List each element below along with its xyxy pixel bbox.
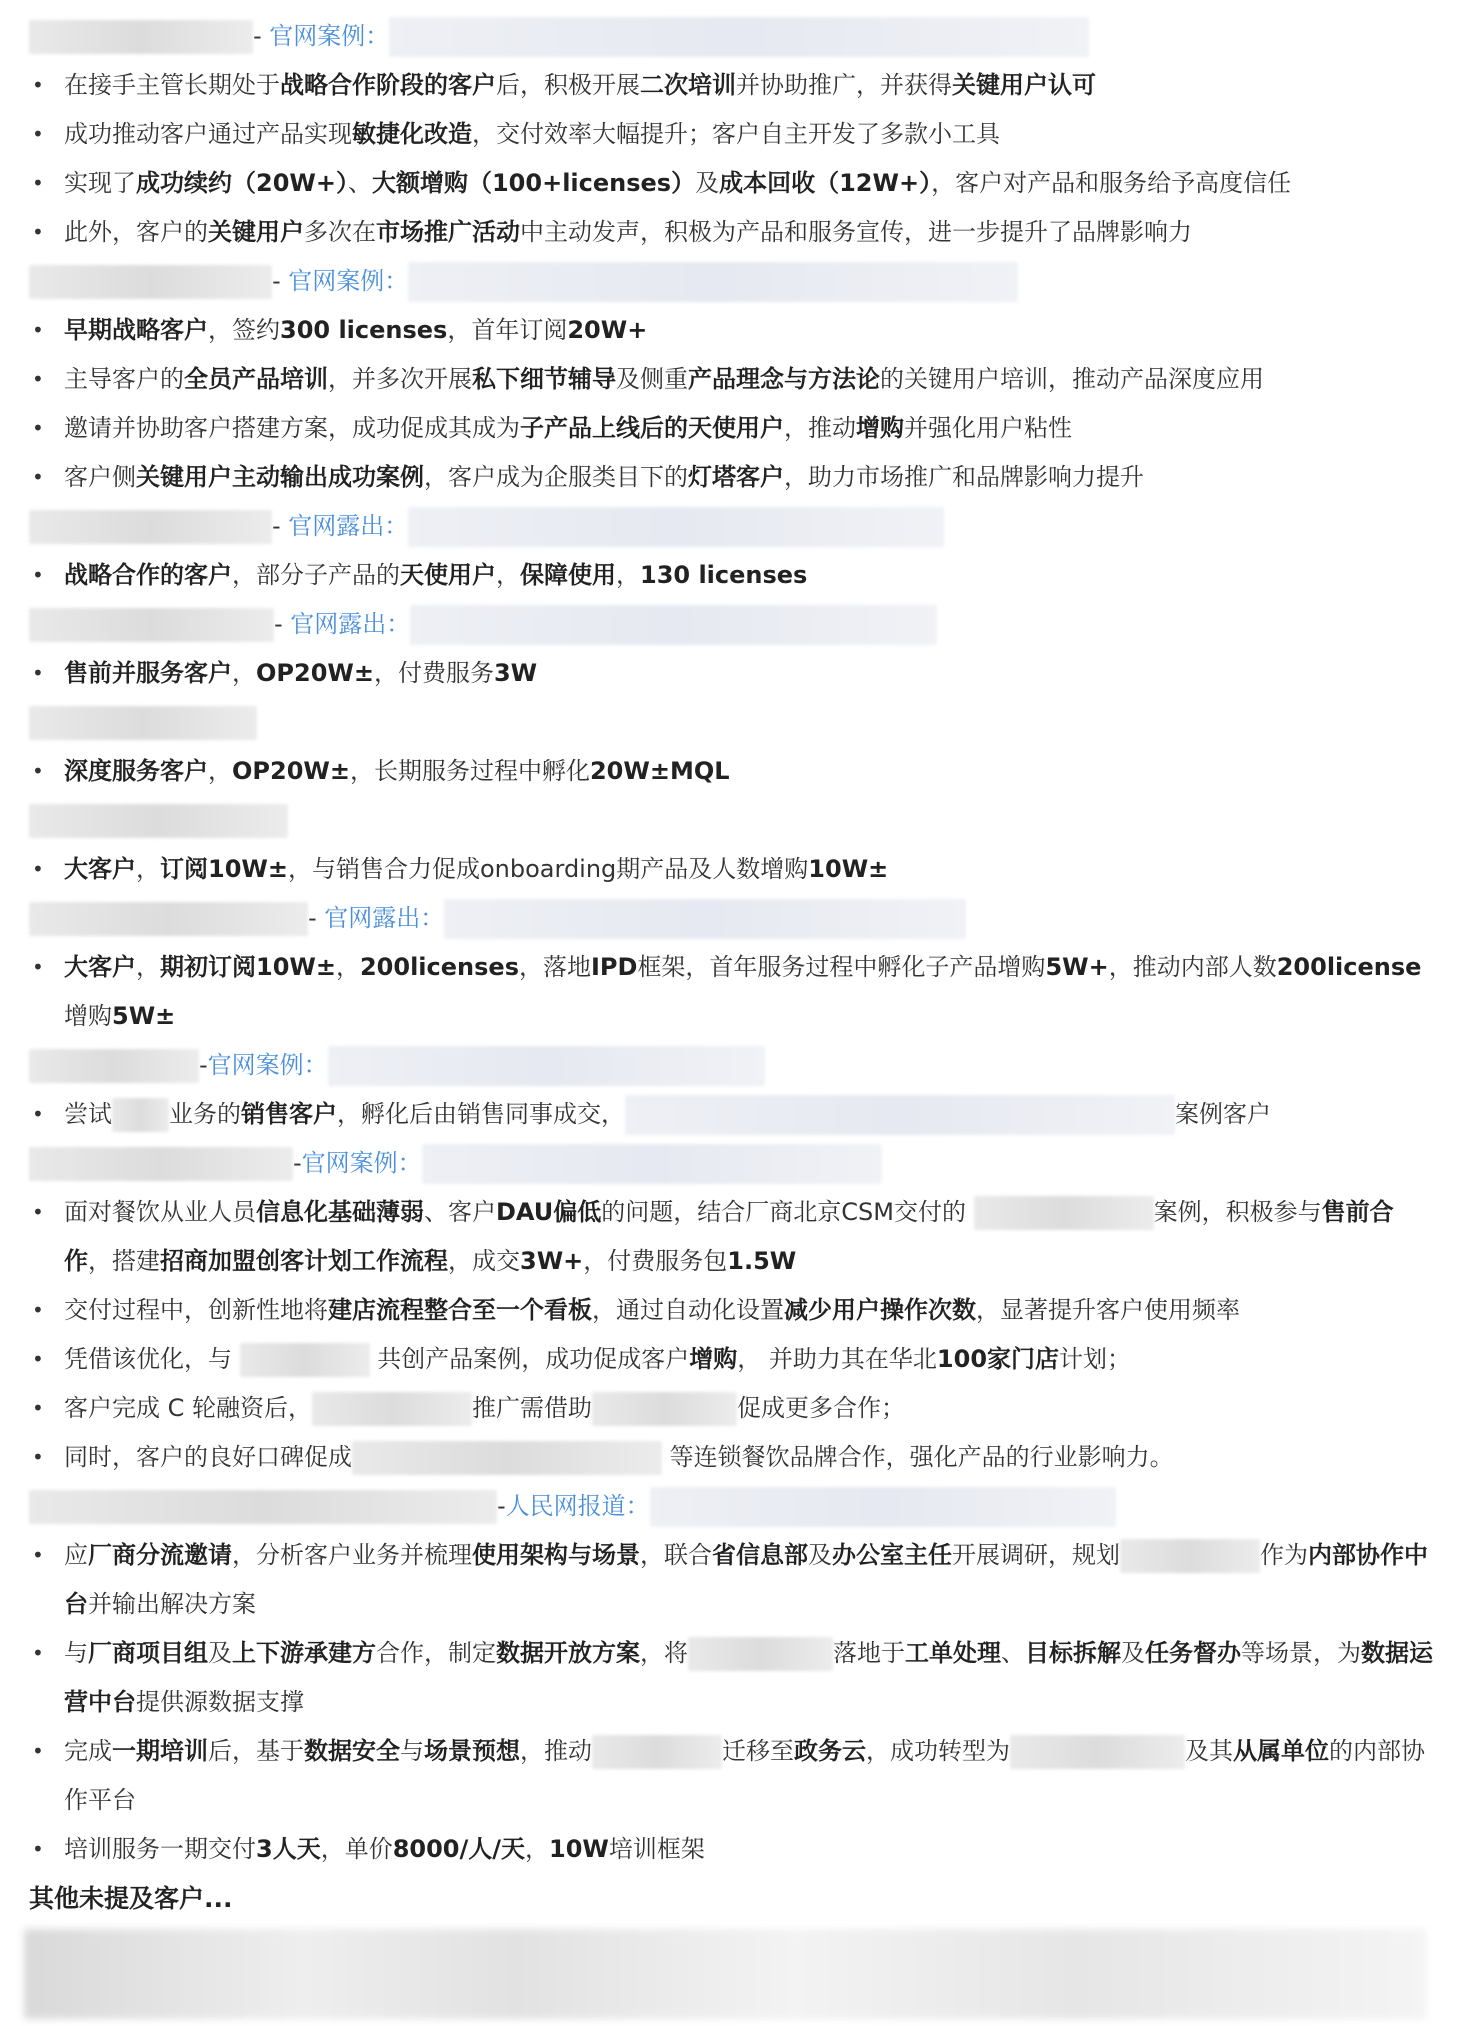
highlight-text: 减少用户操作次数 [784,1296,976,1324]
highlight-text: 内部协作中台 [64,1541,1428,1618]
bullet-icon: • [32,1739,44,1763]
bullet-icon: • [32,563,44,587]
text: ， 并助力其在华北 [737,1345,937,1373]
customer-header [0,1041,1440,1090]
separator: - [199,1051,208,1079]
redacted-text [352,1441,662,1475]
text: 并输出解决方案 [88,1590,256,1618]
text: 计划； [1059,1345,1132,1373]
text: 、 [1001,1639,1025,1667]
text: 等场景，为 [1241,1639,1361,1667]
redacted-customer-name [29,804,288,838]
text: ， [525,1835,550,1863]
customer-header [0,600,1440,649]
highlight-text: 数据开放方案 [496,1639,640,1667]
list-item [0,208,1440,257]
list-item [0,1727,1440,1825]
separator: - [497,1492,506,1520]
highlight-text: 信息化基础薄弱 [256,1198,424,1226]
text: 等连锁餐饮品牌合作，强化产品的行业影响力。 [662,1443,1174,1471]
bullet-icon: • [32,1200,44,1224]
separator: - [272,512,289,540]
highlight-text: 上下游承建方 [232,1639,376,1667]
list-item [0,306,1440,355]
customer-header [0,698,1440,747]
text: ，签约 [208,316,280,344]
redacted-text [592,1735,722,1769]
text: ，成交 [448,1247,520,1275]
reference-link[interactable]: 官网露出： [324,904,445,932]
text: 案例客户 [1175,1100,1271,1128]
highlight-text: 私下细节辅导 [472,365,616,393]
text: ，交付效率大幅提升；客户自主开发了多款小工具 [472,120,1000,148]
text: 交付过程中，创新性地将 [64,1296,328,1324]
list-item [0,1825,1440,1874]
text: ，分析客户业务并梳理 [232,1541,472,1569]
customer-header [0,502,1440,551]
highlight-text: 子产品上线后的天使用户 [520,414,784,442]
text: 及 [208,1639,232,1667]
text: 邀请并协助客户搭建方案，成功促成其成为 [64,414,520,442]
highlight-text: 任务督办 [1145,1639,1241,1667]
highlight-text: 5W± [112,1002,176,1030]
text: 的问题，结合厂商北京CSM交付的 [601,1198,974,1226]
highlight-text: 数据安全 [304,1737,400,1765]
highlight-text: 售前合作 [64,1198,1394,1275]
highlight-text: 300 licenses [280,316,448,344]
text: ，落地 [518,953,591,981]
reference-link[interactable]: 官网案例： [301,1149,422,1177]
highlight-text: 销售客户 [241,1100,337,1128]
list-item [0,355,1440,404]
list-item [0,61,1440,110]
redacted-text [312,1392,472,1426]
text: 尝试 [64,1100,112,1128]
text: 、 [347,169,372,197]
highlight-text: 办公室主任 [832,1541,952,1569]
list-item [0,845,1440,894]
text: 开展调研，规划 [952,1541,1120,1569]
text: 促成更多合作； [737,1394,906,1422]
text: ，推动 [520,1737,592,1765]
highlight-text: 20W+ [567,316,648,344]
highlight-text: 灯塔客户 [688,463,784,491]
text: 的关键用户培训，推动产品深度应用 [880,365,1264,393]
highlight-text: 使用架构与场景 [472,1541,640,1569]
list-item [0,1188,1440,1286]
redacted-text [1010,1735,1185,1769]
text: 客户侧 [64,463,136,491]
bullet-icon: • [32,1837,44,1861]
text: 并强化用户粘性 [904,414,1072,442]
list-item [0,159,1440,208]
text: ，与销售合力促成onboarding期产品及人数增购 [287,855,809,883]
highlight-text: 招商加盟创客计划工作流程 [160,1247,448,1275]
list-item [0,943,1440,1041]
list-item [0,1090,1440,1139]
highlight-text: 20W±MQL [589,757,730,785]
highlight-text: 关键用户主动输出成功案例 [136,463,424,491]
text: 后，积极开展 [496,71,640,99]
customer-header [0,894,1440,943]
redacted-customer-name [29,510,272,544]
redacted-url[interactable] [328,1046,765,1086]
text: ， [208,757,232,785]
redacted-url[interactable] [389,17,1089,57]
highlight-text: 订阅10W± [160,855,288,883]
text: ，搭建 [88,1247,160,1275]
bullet-icon: • [32,857,44,881]
customer-header [0,1482,1440,1531]
bullet-icon: • [32,465,44,489]
customer-header [0,796,1440,845]
customer-header [0,257,1440,306]
customer-header [0,12,1440,61]
bullet-icon: • [32,661,44,685]
bullet-icon: • [32,171,44,195]
text: ，付费服务 [373,659,494,687]
highlight-text: 大额增购（100+licenses） [371,169,696,197]
text: 在接手主管长期处于 [64,71,280,99]
text: ， [136,855,160,883]
bullet-icon: • [32,1347,44,1371]
text: ，显著提升客户使用频率 [976,1296,1240,1324]
document-body [0,12,1440,2019]
text: 案例，积极参与 [1153,1198,1322,1226]
text: ， [616,561,640,589]
highlight-text: 省信息部 [712,1541,808,1569]
bullet-icon: • [32,122,44,146]
highlight-text: 3W [493,659,538,687]
text: ，并多次开展 [328,365,472,393]
list-item [0,1629,1440,1727]
text: 后，基于 [208,1737,304,1765]
list-item [0,110,1440,159]
highlight-text: 100家门店 [936,1345,1060,1373]
text: 面对餐饮从业人员 [64,1198,256,1226]
redacted-url[interactable] [422,1144,882,1184]
highlight-text: 3W+ [520,1247,584,1275]
reference-link[interactable]: 人民网报道： [505,1492,650,1520]
redacted-url[interactable] [444,899,966,939]
text: 推广需借助 [472,1394,593,1422]
bullet-icon: • [32,1298,44,1322]
list-item [0,747,1440,796]
text: ， [335,953,360,981]
text: 完成 [64,1737,112,1765]
highlight-text: 二次培训 [640,71,736,99]
redacted-text [112,1098,169,1132]
text: 凭借该优化，与 [64,1345,240,1373]
redacted-url[interactable] [650,1487,1116,1527]
list-item [0,404,1440,453]
highlight-text: 战略合作的客户 [64,561,232,589]
highlight-text: 全员产品培训 [184,365,328,393]
text: 培训服务一期交付 [64,1835,256,1863]
text: ，客户对产品和服务给予高度信任 [931,169,1292,197]
highlight-text: 政务云 [794,1737,866,1765]
text: ，客户成为企服类目下的 [424,463,688,491]
highlight-text: IPD [590,953,638,981]
redacted-customer-name [29,265,272,299]
redacted-text [1120,1539,1260,1573]
redacted-customer-name [29,902,308,936]
redacted-customer-name [29,706,257,740]
text: ，成功转型为 [866,1737,1010,1765]
highlight-text: 200licenses [359,953,519,981]
text: 多次在 [304,218,376,246]
highlight-text: 市场推广活动 [376,218,520,246]
redacted-text [240,1343,370,1377]
highlight-text: 10W [549,1835,609,1863]
bullet-icon: • [32,1396,44,1420]
text: 共创产品案例，成功促成客户 [369,1345,690,1373]
bullet-icon: • [32,759,44,783]
highlight-text: 1.5W [727,1247,797,1275]
reference-link[interactable]: 官网案例： [207,1051,328,1079]
section-heading: 其他未提及客户... [29,1884,233,1913]
bullet-icon: • [32,1445,44,1469]
text: 及 [695,169,720,197]
highlight-text: 关键用户 [208,218,304,246]
highlight-text: 5W+ [1045,953,1109,981]
separator: - [253,22,270,50]
text: 迁移至 [722,1737,794,1765]
text: 培训框架 [608,1835,705,1863]
bullet-icon: • [32,1543,44,1567]
highlight-text: 工单处理 [905,1639,1001,1667]
highlight-text: 天使用户 [400,561,496,589]
highlight-text: 早期战略客户 [64,316,208,344]
list-item [0,1286,1440,1335]
list-item [0,551,1440,600]
highlight-text: 大客户 [64,953,136,981]
redacted-block [24,1929,1426,2019]
text: 及 [1121,1639,1145,1667]
highlight-text: DAU偏低 [496,1198,602,1226]
text: ，孵化后由销售同事成交， [337,1100,625,1128]
text: 及侧重 [616,365,688,393]
text: ，长期服务过程中孵化 [349,757,590,785]
redacted-text [625,1095,1175,1135]
text: 及 [808,1541,832,1569]
highlight-text: 成功续约（20W+） [136,169,348,197]
bullet-icon: • [32,220,44,244]
text: 业务的 [169,1100,241,1128]
redacted-customer-name [29,20,253,54]
highlight-text: 敏捷化改造 [352,120,472,148]
highlight-text: 期初订阅10W± [160,953,336,981]
text: 与 [400,1737,424,1765]
highlight-text: 售前并服务客户 [64,659,232,687]
redacted-customer-name [29,608,274,642]
highlight-text: 3人天 [256,1835,321,1863]
text: ，联合 [640,1541,712,1569]
text: 并协助推广，并获得 [736,71,952,99]
reference-link[interactable]: 官网案例： [269,22,390,50]
separator: - [272,267,289,295]
redacted-text [688,1637,833,1671]
highlight-text: 厂商分流邀请 [88,1541,232,1569]
reference-link[interactable]: 官网露出： [288,512,409,540]
text: ，首年订阅 [447,316,568,344]
reference-link[interactable]: 官网案例： [288,267,409,295]
list-item [0,1433,1440,1482]
highlight-text: 200license [1276,953,1422,981]
text: ，部分子产品的 [232,561,400,589]
highlight-text: 数据运营中台 [64,1639,1433,1716]
bullet-icon: • [32,1102,44,1126]
highlight-text: 厂商项目组 [88,1639,208,1667]
text: 中主动发声，积极为产品和服务宣传，进一步提升了品牌影响力 [520,218,1192,246]
customer-header [0,1139,1440,1188]
highlight-text: 保障使用 [520,561,616,589]
text: 此外，客户的 [64,218,208,246]
text: 及其 [1185,1737,1233,1765]
list-item [0,1335,1440,1384]
redacted-url[interactable] [408,262,1018,302]
list-item [0,649,1440,698]
text: 与 [64,1639,88,1667]
text: 提供源数据支撑 [136,1688,304,1716]
highlight-text: 一期培训 [112,1737,208,1765]
text: 成功推动客户通过产品实现 [64,120,352,148]
text: 增购 [64,1002,112,1030]
highlight-text: 从属单位 [1233,1737,1329,1765]
highlight-text: 建店流程整合至一个看板 [328,1296,592,1324]
highlight-text: 场景预想 [424,1737,520,1765]
text: ，通过自动化设置 [592,1296,784,1324]
highlight-text: 战略合作阶段的客户 [280,71,496,99]
highlight-text: 130 licenses [640,561,808,589]
text: ， [136,953,160,981]
reference-link[interactable]: 官网露出： [290,610,411,638]
text: ，推动内部人数 [1108,953,1277,981]
text: 客户完成 C 轮融资后， [64,1394,313,1422]
list-item [0,1384,1440,1433]
text: ， [232,659,256,687]
redacted-customer-name [29,1147,293,1181]
text: 、客户 [424,1198,496,1226]
highlight-text: 增购 [856,414,904,442]
text: 主导客户的 [64,365,184,393]
redacted-url[interactable] [410,605,937,645]
redacted-url[interactable] [408,507,944,547]
bullet-icon: • [32,416,44,440]
text: 应 [64,1541,88,1569]
bullet-icon: • [32,367,44,391]
list-item [0,453,1440,502]
highlight-text: OP20W± [232,757,350,785]
text: 的内部协作平台 [64,1737,1425,1814]
bullet-icon: • [32,73,44,97]
text: ，单价 [320,1835,393,1863]
highlight-text: OP20W± [256,659,374,687]
bullet-icon: • [32,318,44,342]
list-item [0,1531,1440,1629]
text: 落地于 [833,1639,905,1667]
highlight-text: 8000/人/天 [392,1835,526,1863]
highlight-text: 产品理念与方法论 [688,365,880,393]
highlight-text: 关键用户认可 [952,71,1096,99]
text: ，助力市场推广和品牌影响力提升 [784,463,1144,491]
text: 框架，首年服务过程中孵化子产品增购 [637,953,1046,981]
separator: - [308,904,325,932]
highlight-text: 深度服务客户 [64,757,208,785]
text: 作为 [1260,1541,1308,1569]
redacted-customer-name [29,1049,199,1083]
text: 合作，制定 [376,1639,496,1667]
separator: - [293,1149,302,1177]
highlight-text: 目标拆解 [1025,1639,1121,1667]
text: ，推动 [784,414,856,442]
text: 同时，客户的良好口碑促成 [64,1443,352,1471]
highlight-text: 大客户 [64,855,136,883]
separator: - [274,610,291,638]
text: 实现了 [64,169,136,197]
highlight-text: 10W± [808,855,889,883]
bullet-icon: • [32,955,44,979]
text: ， [496,561,520,589]
redacted-text [592,1392,737,1426]
redacted-customer-name [29,1490,497,1524]
redacted-text [974,1196,1154,1230]
bullet-icon: • [32,1641,44,1665]
text: ，付费服务包 [583,1247,728,1275]
highlight-text: 增购 [689,1345,738,1373]
text: ，将 [640,1639,688,1667]
highlight-text: 成本回收（12W+） [719,169,932,197]
